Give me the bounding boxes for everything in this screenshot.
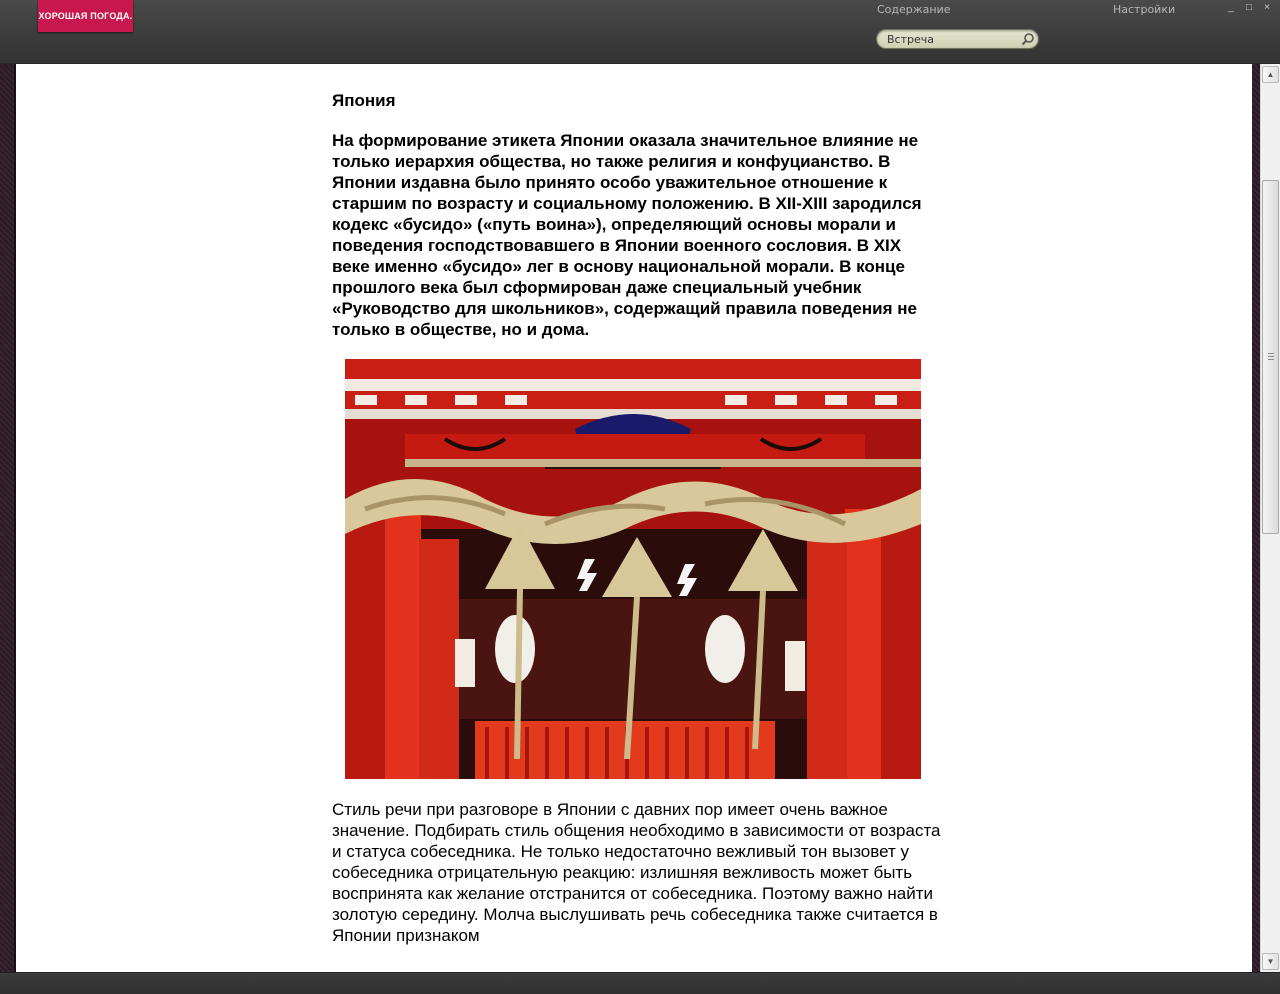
search-input[interactable] (887, 31, 1017, 47)
window-controls (1226, 2, 1272, 13)
article-heading: Япония (332, 91, 396, 110)
article-body: Стиль речи при разговоре в Японии с давних пор имеет очень важное значение. Подбирать стиль общения необходимо в зависимости от возраста и статуса собеседника. Не только недостаточно вежливый тон вызовет у собеседника отрицательную реакцию: излишняя вежливость может быть воспринята как желание отстранится от собеседника. Поэтому важно найти золотую середину. Молча выслушивать речь собеседника также считается в Японии признаком (332, 800, 941, 945)
search-icon[interactable] (1021, 32, 1035, 46)
right-page-border (1252, 64, 1260, 972)
article-intro: На формирование этикета Японии оказала значительное влияние не только иерархия общества, но также религия и конфуцианство. В Японии издавна было принято особо уважительное отношение к старшим по возрасту и социальному положению. В XII-XIII зародился кодекс «бусидо» («путь воина»), определяющий основы морали и поведения господствовавшего в Японии военного сословия. В XIX веке именно «бусидо» лег в основу национальной морали. В конце прошлого века был сформирован даже специальный учебник «Руководство для школьников», содержащий правила поведения не только в обществе, но и дома. (332, 131, 922, 339)
maximize-button[interactable]: □ (1245, 2, 1253, 13)
close-button[interactable]: × (1264, 2, 1270, 13)
shrine-illustration (345, 359, 921, 779)
scroll-thumb[interactable] (1262, 180, 1279, 534)
minimize-button[interactable]: _ (1228, 2, 1234, 13)
reader-page (16, 64, 1252, 972)
top-toolbar (0, 0, 1280, 64)
scroll-grip-icon (1268, 353, 1274, 361)
scroll-down-button[interactable]: ▼ (1262, 953, 1279, 970)
vertical-scrollbar[interactable] (1260, 64, 1280, 972)
scroll-up-button[interactable]: ▲ (1262, 66, 1279, 83)
settings-link[interactable]: Настройки (1113, 3, 1176, 16)
left-page-border (0, 64, 16, 972)
shrine-photo (345, 359, 921, 779)
search-box (876, 29, 1039, 49)
article (332, 90, 942, 946)
contents-link[interactable]: Содержание (877, 3, 951, 16)
bottom-status-bar (0, 972, 1280, 994)
brand-logo[interactable]: ХОРОШАЯ ПОГОДА. (38, 0, 133, 32)
